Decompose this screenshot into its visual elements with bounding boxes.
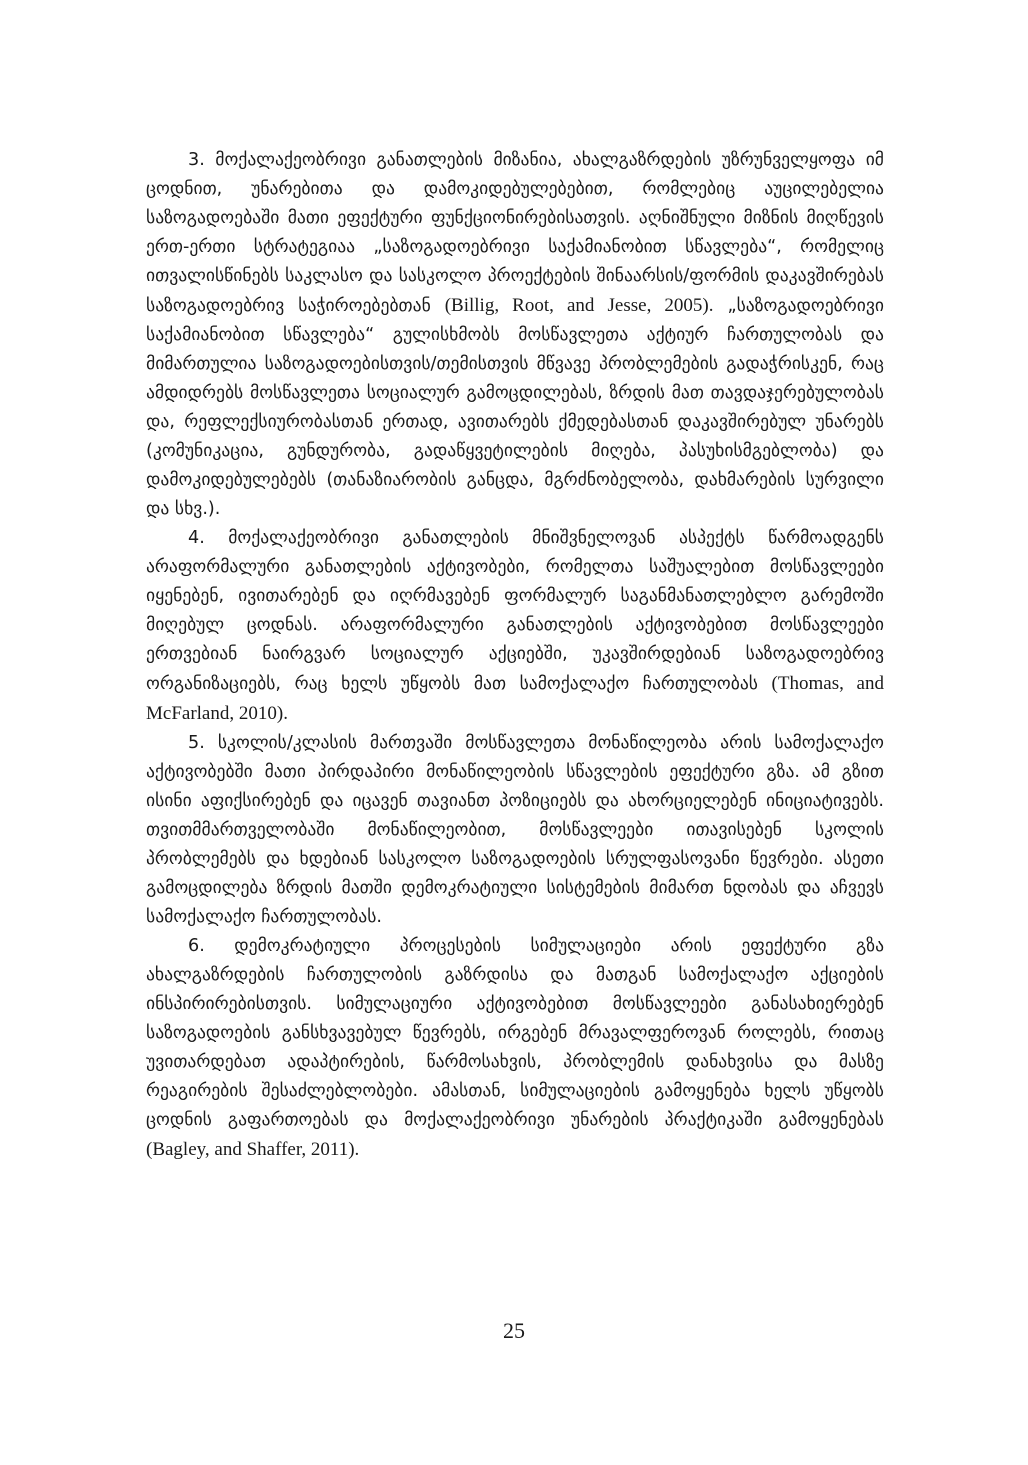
citation: (Billig, Root, and Jesse, 2005).: [444, 295, 714, 316]
citation: (Thomas, and McFarland, 2010).: [146, 673, 884, 724]
paragraph-text: სკოლის/კლასის მართვაში მოსწავლეთა მონაწილეობა არის სამოქალაქო აქტივობებში მათი პირდაპირი მონაწილეობის სწავლების ეფექტური გზა. ამ გზით ისინი აფიქსირებენ და იცავენ თავიანთ პოზიციებს და ახორციელებენ ინიციატივებს. თვითმმართველობაში მონაწილეობით, მოსწავლეები ითავისებენ სკოლის პრობლემებს და ხდებიან სასკოლო საზოგადოების სრულფასოვანი წევრები. ასეთი გამოცდილება ზრდის მათში დემოკრატიული სისტემების მიმართ ნდობას და აჩვევს სამოქალაქო ჩართულობას.: [146, 733, 885, 927]
paragraph-number: 5.: [188, 733, 205, 753]
paragraph-3: [146, 146, 884, 524]
page-number: 25: [503, 1318, 525, 1343]
page-body: [146, 146, 884, 1165]
paragraph-text: მოქალაქეობრივი განათლების მნიშვნელოვან ასპექტს წარმოადგენს არაფორმალური განათლების აქტივობები, რომელთა საშუალებით მოსწავლეები იყენებენ, ივითარებენ და იღრმავებენ ფორმალურ საგანმანათლებლო გარემოში მიღებულ ცოდნას. არაფორმალური განათლების აქტივობებით მოსწავლეები ერთვებიან ნაირგვარ სოციალურ აქციებში, უკავშირდებიან საზოგადოებრივ ორგანიზაციებს, რაც ხელს უწყობს მათ სამოქალაქო ჩართულობას: [146, 528, 884, 694]
paragraph-text: მოქალაქეობრივი განათლების მიზანია, ახალგაზრდების უზრუნველყოფა იმ ცოდნით, უნარებითა და დამოკიდებულებებით, რომლებიც აუცილებელია საზოგადოებაში მათი ეფექტური ფუნქციონირებისათვის. აღნიშნული მიზნის მიღწევის ერთ-ერთი სტრატეგიაა „საზოგადოებრივი საქამიანობით სწავლება“, რომელიც ითვალისწინებს საკლასო და სასკოლო პროექტების შინაარსის/ფორმის დაკავშირებას საზოგადოებრივ საჭიროებებთან: [146, 150, 884, 316]
paragraph-6: [146, 932, 884, 1165]
paragraph-text-continued: „საზოგადოებრივი საქამიანობით სწავლება“ გულისხმობს მოსწავლეთა აქტიურ ჩართულობას და მიმართულია საზოგადოებისთვის/თემისთვის მწვავე პრობლემების გადაჭრისკენ, რაც ამდიდრებს მოსწავლეთა სოციალურ გამოცდილებას, ზრდის მათ თავდაჯერებულობას და, რეფლექსიურობასთან ერთად, ავითარებს ქმედებასთან დაკავშირებულ უნარებს (კომუნიკაცია, გუნდურობა, გადაწყვეტილების მიღება, პასუხისმგებლობა) და დამოკიდებულებებს (თანაზიარობის განცდა, მგრძნობელობა, დახმარების სურვილი და სხვ.).: [146, 296, 884, 519]
paragraph-text: დემოკრატიული პროცესების სიმულაციები არის ეფექტური გზა ახალგაზრდების ჩართულობის გაზრდისა და მათგან სამოქალაქო აქციების ინსპირირებისთვის. სიმულაციური აქტივობებით მოსწავლეები განასახიერებენ საზოგადოების განსხვავებულ წევრებს, ირგებენ მრავალფეროვან როლებს, რითაც უვითარდებათ ადაპტირების, წარმოსახვის, პრობლემის დანახვისა და მასზე რეაგირების შესაძლებლობები. ამასთან, სიმულაციების გამოყენება ხელს უწყობს ცოდნის გაფართოებას და მოქალაქეობრივი უნარების პრაქტიკაში გამოყენებას: [146, 936, 885, 1130]
citation: (Bagley, and Shaffer, 2011).: [146, 1139, 360, 1160]
paragraph-5: [146, 729, 884, 932]
paragraph-4: [146, 524, 884, 729]
paragraph-number: 6.: [188, 936, 205, 956]
paragraph-number: 3.: [188, 150, 205, 170]
paragraph-number: 4.: [188, 528, 205, 548]
